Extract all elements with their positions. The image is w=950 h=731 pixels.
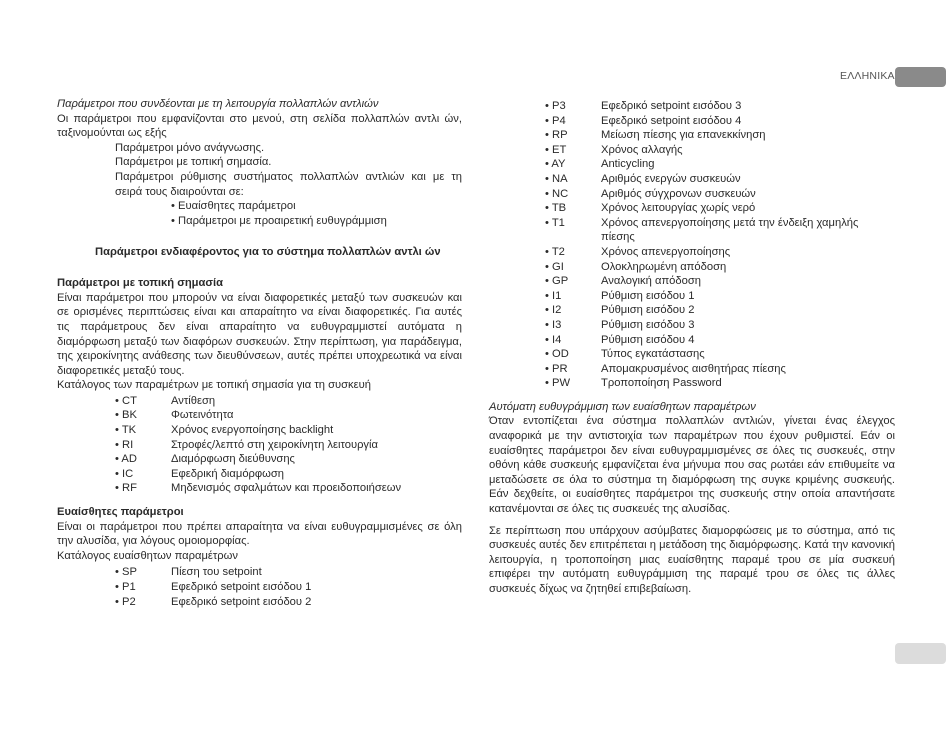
list-item: • Ευαίσθητες παράμετροι <box>171 200 296 213</box>
param-code: • BK <box>115 409 137 422</box>
param-code: • RP <box>545 129 568 142</box>
list-item <box>545 216 895 245</box>
auto-alignment-text-2: Σε περίπτωση που υπάρχουν ασύμβατες διαμορφώσεις με το σύστημα, από τις συσκευές αυτές δεν επιτρέπεται η μετάδοση της διαμόρφωσης. Κατά την κανονική λειτουργία, η τροποποίηση μιας ευαίσθητης παραμέ τρου σε μία συσκευή επιφέρει την αυτόματη ευθυγράμμιση της παραμέ τρου σε όλες τις άλλες συσκευές δίχως να ζητηθεί επιβεβαίωση. <box>489 524 895 595</box>
list-item <box>545 143 895 158</box>
list-item <box>545 274 895 289</box>
param-code: • P2 <box>115 595 136 608</box>
intro-text: Οι παράμετροι που εμφανίζονται στο μενού, στη σελίδα πολλαπλών αντλι ών, ταξινομούνται ως εξής <box>57 112 462 140</box>
list-item: Παράμετροι με τοπική σημασία. <box>115 156 272 169</box>
list-item <box>545 172 895 187</box>
list-item <box>115 438 462 453</box>
list-item <box>545 347 895 362</box>
auto-alignment-title: Αυτόματη ευθυγράμμιση των ευαίσθητων παραμέτρων <box>489 400 756 413</box>
language-tab-marker <box>895 67 946 87</box>
param-desc: Τύπος εγκατάστασης <box>601 348 705 361</box>
param-desc: Απομακρυσμένος αισθητήρας πίεσης <box>601 362 786 375</box>
param-code: • P4 <box>545 114 566 127</box>
param-desc: Εφεδρικό setpoint εισόδου 4 <box>601 114 742 127</box>
sensitive-params-list-right <box>489 99 895 391</box>
param-desc: Πίεση του setpoint <box>171 566 262 579</box>
param-code: • P3 <box>545 100 566 112</box>
param-code: • PW <box>545 377 571 390</box>
param-code: • AD <box>115 453 137 466</box>
local-params-list-intro: Κατάλογος των παραμέτρων με τοπική σημασία για τη συσκευή <box>57 379 371 392</box>
param-desc: Χρόνος λειτουργίας χωρίς νερό <box>601 202 756 215</box>
param-code: • GP <box>545 275 569 288</box>
param-desc: Εφεδρικό setpoint εισόδου 2 <box>171 595 312 608</box>
param-categories-list <box>57 141 462 199</box>
param-code: • PR <box>545 362 568 375</box>
param-code: • RF <box>115 482 137 495</box>
param-desc: Εφεδρικό setpoint εισόδου 3 <box>601 100 742 112</box>
list-item <box>545 114 895 129</box>
list-item <box>115 394 462 409</box>
param-code: • I4 <box>545 333 562 346</box>
param-code: • SP <box>115 566 137 579</box>
param-desc: Αναλογική απόδοση <box>601 275 701 288</box>
list-item <box>545 260 895 275</box>
list-item <box>545 318 895 333</box>
list-item <box>545 201 895 216</box>
list-item <box>545 333 895 348</box>
param-code: • P1 <box>115 581 136 593</box>
param-code: • AY <box>545 158 566 171</box>
param-desc: Μηδενισμός σφαλμάτων και προειδοποιήσεων <box>171 482 402 495</box>
param-desc: Στροφές/λεπτό στη χειροκίνητη λειτουργία <box>171 438 378 451</box>
auto-alignment-text: Όταν εντοπίζεται ένα σύστημα πολλαπλών αντλιών, γίνεται ένας έλεγχος αναφορικά με την αντιστοιχία των παραμέτρων που έχουν ρυθμιστεί. Εάν οι ευαίσθητες παράμετροι δεν είναι ευθυγραμμισμένες σε όλες τις συσκευές, στην οθόνη κάθε συσκευής εμφανίζεται ένα μήνυμα που σας ρωτάει εάν επιθυμείτε να μεταδώσετε σε όλα το σύστημα τη διαμόρφωση της συγκε κριμένης συσκευής. Εάν δεχθείτε, οι ευαίσθητες παράμετροι της συσκευής στην οποία απαντήσατε κατανέμονται σε όλες τις συσκευές της αλυσίδας. <box>489 415 895 516</box>
param-desc: Ρύθμιση εισόδου 1 <box>601 289 695 302</box>
sensitive-params-title: Ευαίσθητες παράμετροι <box>57 506 184 519</box>
param-desc: Μείωση πίεσης για επανεκκίνηση <box>601 129 766 142</box>
left-column <box>57 97 462 609</box>
param-code: • GI <box>545 260 564 273</box>
list-item <box>115 467 462 482</box>
local-params-title: Παράμετροι με τοπική σημασία <box>57 277 224 290</box>
right-column <box>489 99 895 597</box>
param-desc: Εφεδρική διαμόρφωση <box>171 467 285 480</box>
local-params-text: Είναι παράμετροι που μπορούν να είναι διαφορετικές μεταξύ των συσκευών και σε ορισμένες περιπτώσεις είναι και απαραίτητο να είναι διαφορετικές. Για αυτές τις παράμετρους δεν είναι απαραίτητο να ευθυγραμμιστεί αυτόματα η διαμόρφωση μεταξύ των διαφόρων συσκευών. Στην περίπτωση, για παράδειγμα, της χειροκίνητης ανάθεσης των διευθύνσεων, αυτές πρέπει υποχρεωτικά να είναι διαφορετικές μεταξύ τους. <box>57 291 462 377</box>
list-item <box>115 565 462 580</box>
list-item: • Παράμετροι με προαιρετική ευθυγράμμιση <box>171 214 387 227</box>
sensitive-params-list-left <box>57 565 462 609</box>
list-item <box>115 580 462 595</box>
list-item <box>545 99 895 114</box>
list-item <box>545 187 895 202</box>
param-desc: Ρύθμιση εισόδου 3 <box>601 318 695 331</box>
page-number-tab <box>895 643 946 664</box>
local-params-list <box>57 394 462 496</box>
param-desc: Χρόνος απενεργοποίησης μετά την ένδειξη χαμηλής πίεσης <box>601 216 859 244</box>
param-desc: Αντίθεση <box>171 394 216 407</box>
param-code: • NC <box>545 187 569 200</box>
param-code: • ET <box>545 143 567 156</box>
param-code: • CT <box>115 394 137 407</box>
param-desc: Ρύθμιση εισόδου 2 <box>601 304 695 317</box>
param-code: • T2 <box>545 245 565 258</box>
param-desc: Διαμόρφωση διεύθυνσης <box>171 453 295 466</box>
param-desc: Ολοκληρωμένη απόδοση <box>601 260 727 273</box>
list-item <box>545 157 895 172</box>
sensitive-params-list-intro: Κατάλογος ευαίσθητων παραμέτρων <box>57 549 238 562</box>
list-item <box>545 128 895 143</box>
param-code: • TK <box>115 424 137 437</box>
param-code: • I1 <box>545 289 562 302</box>
list-item <box>115 408 462 423</box>
param-code: • I2 <box>545 304 562 317</box>
param-desc: Ρύθμιση εισόδου 4 <box>601 333 695 346</box>
list-item <box>545 245 895 260</box>
param-desc: Τροποποίηση Password <box>601 377 722 390</box>
list-item <box>545 303 895 318</box>
param-code: • I3 <box>545 318 562 331</box>
list-item <box>115 481 462 496</box>
list-item: Παράμετροι ρύθμισης συστήματος πολλαπλών αντλιών και με τη σειρά τους διαιρούνται σε: <box>115 170 462 198</box>
section-title: Παράμετροι ενδιαφέροντος για το σύστημα πολλαπλών αντλι ών <box>95 245 441 258</box>
param-code: • RI <box>115 438 134 451</box>
param-desc: Anticycling <box>601 158 655 171</box>
param-desc: Αριθμός σύγχρονων συσκευών <box>601 187 756 200</box>
param-subcategories-list <box>57 199 462 228</box>
param-code: • T1 <box>545 216 565 229</box>
param-desc: Χρόνος απενεργοποίησης <box>601 245 731 258</box>
list-item <box>545 289 895 304</box>
param-code: • OD <box>545 348 569 361</box>
param-code: • TB <box>545 202 567 215</box>
list-item: Παράμετροι μόνο ανάγνωσης. <box>115 141 265 154</box>
param-code: • IC <box>115 467 134 480</box>
param-desc: Αριθμός ενεργών συσκευών <box>601 172 741 185</box>
param-code: • NA <box>545 172 568 185</box>
list-item <box>115 595 462 610</box>
param-desc: Εφεδρικό setpoint εισόδου 1 <box>171 581 312 593</box>
param-desc: Χρόνος ενεργοποίησης backlight <box>171 424 334 437</box>
list-item <box>115 423 462 438</box>
list-item <box>115 452 462 467</box>
sensitive-params-text: Είναι οι παράμετροι που πρέπει απαραίτητα να είναι ευθυγραμμισμένες σε όλη την αλυσίδα, για λόγους ομοιομορφίας. <box>57 520 462 548</box>
list-item <box>545 362 895 377</box>
param-desc: Φωτεινότητα <box>171 409 234 422</box>
intro-title: Παράμετροι που συνδέονται με τη λειτουργία πολλαπλών αντλιών <box>57 98 379 110</box>
param-desc: Χρόνος αλλαγής <box>601 143 683 156</box>
language-label: ΕΛΛΗΝΙΚΑ <box>840 70 895 82</box>
list-item <box>545 376 895 391</box>
